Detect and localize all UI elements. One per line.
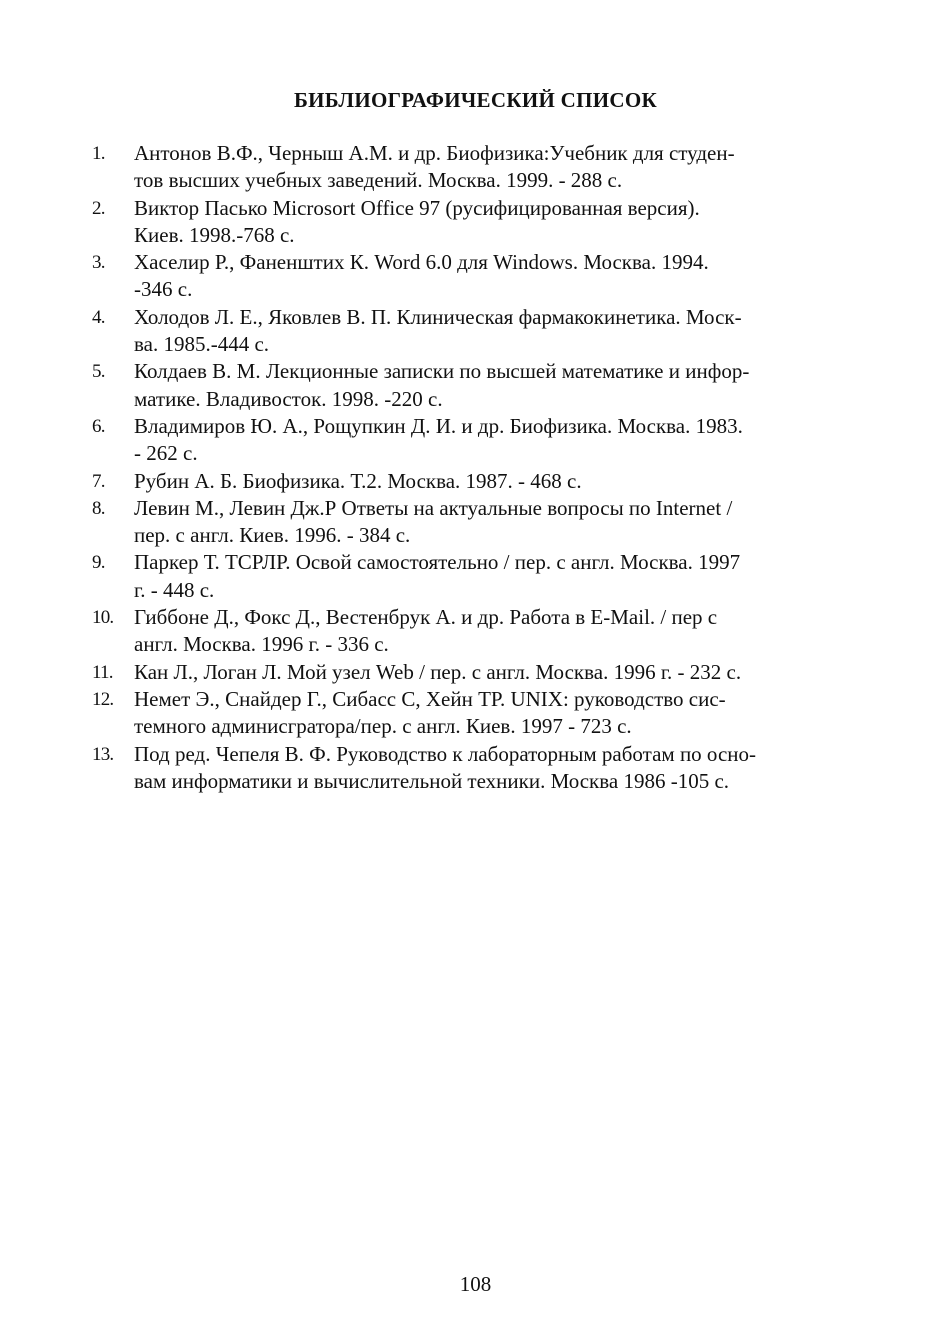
entry-line: ва. 1985.-444 с. [134, 332, 270, 357]
entry-number: 5. [92, 361, 105, 383]
entry-number: 12. [92, 688, 114, 710]
bibliography-list [92, 140, 862, 795]
entry-line: Хаселир Р., Фаненштих К. Word 6.0 для Windows. Москва. 1994. [134, 250, 709, 275]
entry-text [134, 604, 862, 659]
entry-text [134, 413, 862, 468]
entry-line: Под ред. Чепеля В. Ф. Руководство к лабораторным работам по осно- [134, 741, 757, 766]
entry-line: Левин М., Левин Дж.Р Ответы на актуальные вопросы по Internet / [134, 495, 733, 520]
entry-number: 10. [92, 607, 114, 629]
list-item [92, 741, 862, 796]
entry-number: 4. [92, 306, 105, 328]
entry-line: англ. Москва. 1996 г. - 336 с. [134, 632, 389, 657]
entry-text [134, 741, 862, 796]
entry-number: 3. [92, 252, 105, 274]
entry-text [134, 495, 862, 550]
entry-line: тов высших учебных заведений. Москва. 1999. - 288 с. [134, 168, 623, 193]
list-item [92, 659, 862, 686]
list-item [92, 304, 862, 359]
list-item [92, 468, 862, 495]
list-item [92, 195, 862, 250]
entry-number: 8. [92, 497, 105, 519]
list-item [92, 140, 862, 195]
entry-line: пер. с англ. Киев. 1996. - 384 с. [134, 523, 411, 548]
entry-number: 1. [92, 143, 105, 164]
entry-number: 9. [92, 552, 105, 574]
entry-line: Гиббоне Д., Фокс Д., Вестенбрук А. и др. Работа в E-Mail. / пер с [134, 605, 718, 630]
entry-line: Немет Э., Снайдер Г., Сибасс С, Хейн ТР. UNIX: руководство сис- [134, 686, 726, 711]
page-title: БИБЛИОГРАФИЧЕСКИЙ СПИСОК [293, 88, 658, 112]
entry-text [134, 249, 862, 304]
entry-number: 11. [92, 661, 113, 683]
entry-number: 13. [92, 743, 114, 765]
list-item [92, 604, 862, 659]
entry-line: Паркер Т. ТСРЛР. Освой самостоятельно / пер. с англ. Москва. 1997 [134, 550, 741, 575]
page-number: 108 [459, 1272, 492, 1296]
entry-line: Колдаев В. М. Лекционные записки по высшей математике и инфор- [134, 359, 750, 384]
entry-line: Холодов Л. Е., Яковлев В. П. Клиническая фармакокинетика. Моск- [134, 304, 742, 329]
entry-text [134, 358, 862, 413]
entry-line: Рубин А. Б. Биофизика. Т.2. Москва. 1987. - 468 с. [134, 468, 582, 493]
entry-text [134, 549, 862, 604]
entry-line: -346 с. [134, 277, 193, 302]
entry-text [134, 304, 862, 359]
entry-number: 6. [92, 415, 105, 437]
entry-line: темного админисгратора/пер. с англ. Киев. 1997 - 723 с. [134, 714, 632, 739]
entry-line: вам информатики и вычислительной техники. Москва 1986 -105 с. [134, 768, 730, 793]
entry-number: 2. [92, 197, 105, 219]
list-item [92, 413, 862, 468]
list-item [92, 358, 862, 413]
entry-line: Киев. 1998.-768 с. [134, 222, 295, 247]
entry-text [134, 195, 862, 250]
entry-text [134, 686, 862, 741]
entry-number: 7. [92, 470, 105, 492]
entry-line: - 262 с. [134, 441, 198, 466]
entry-line: Владимиров Ю. А., Рощупкин Д. И. и др. Биофизика. Москва. 1983. [134, 413, 743, 438]
list-item [92, 495, 862, 550]
entry-line: Кан Л., Логан Л. Мой узел Web / пер. с англ. Москва. 1996 г. - 232 с. [134, 659, 742, 684]
entry-line: г. - 448 с. [134, 577, 215, 602]
entry-text [134, 468, 862, 495]
entry-line: Антонов В.Ф., Черныш А.М. и др. Биофизика:Учебник для студен- [134, 141, 735, 165]
entry-line: Виктор Пасько Microsort Office 97 (русифицированная версия). [134, 195, 700, 220]
list-item [92, 549, 862, 604]
list-item [92, 686, 862, 741]
entry-text [134, 140, 862, 195]
entry-line: матике. Владивосток. 1998. -220 с. [134, 386, 443, 411]
list-item [92, 249, 862, 304]
entry-text [134, 659, 862, 686]
